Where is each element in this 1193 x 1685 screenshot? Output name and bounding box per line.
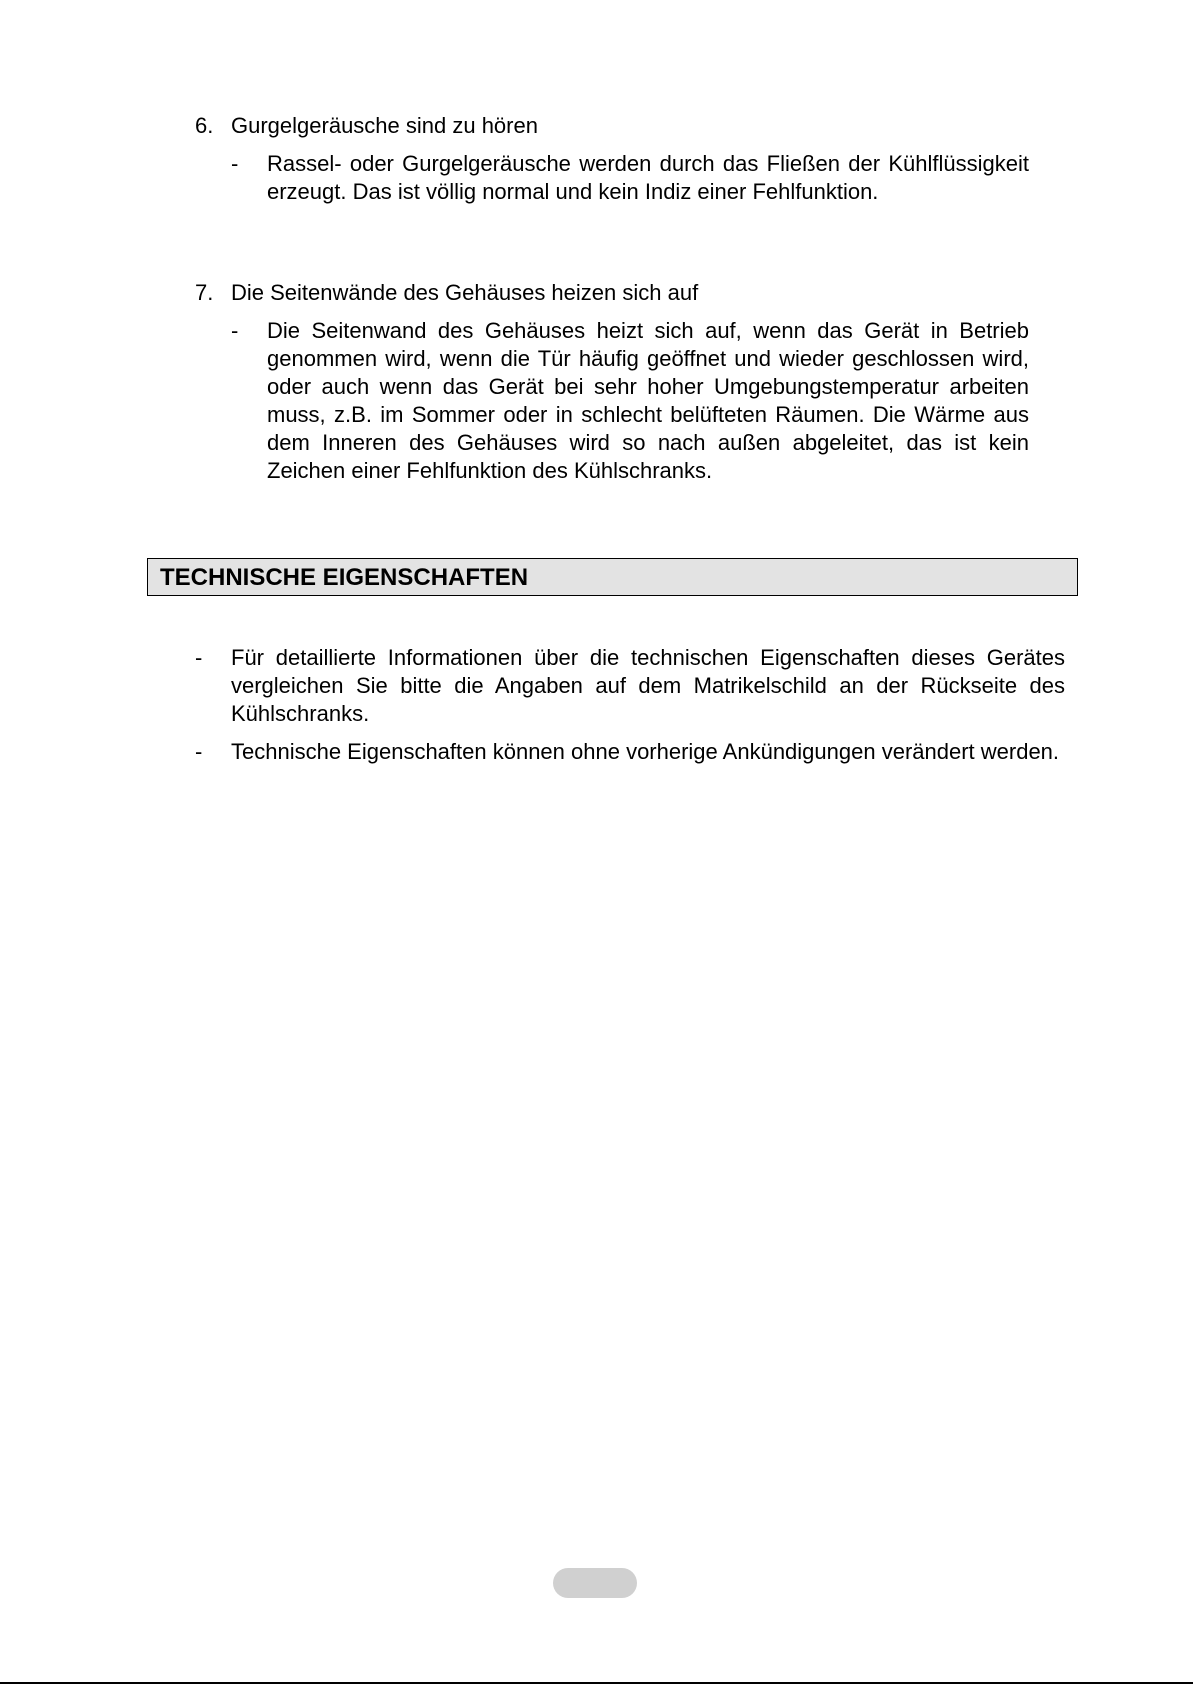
bullet-dash: -	[231, 151, 239, 176]
bullet-dash: -	[195, 645, 203, 670]
technical-bullet	[195, 644, 1065, 728]
bullet-dash: -	[195, 739, 203, 764]
bottom-rule	[0, 1682, 1193, 1684]
technical-properties-list	[195, 644, 1065, 776]
item-heading	[195, 279, 1065, 307]
troubleshooting-item-7	[195, 279, 1065, 485]
section-title: TECHNISCHE EIGENSCHAFTEN	[160, 564, 529, 591]
item-number: 7.	[195, 280, 214, 305]
item-number: 6.	[195, 113, 214, 138]
bullet-dash: -	[231, 318, 239, 343]
section-header	[147, 558, 1078, 596]
bullet-text: Technische Eigenschaften können ohne vorherige Ankündigungen verändert werden.	[231, 739, 1060, 764]
page-number-badge	[553, 1568, 637, 1598]
item-bullet	[231, 317, 1029, 485]
item-heading	[195, 112, 1065, 140]
bullet-text: Für detaillierte Informationen über die technischen Eigenschaften dieses Gerätes vergleichen Sie bitte die Angaben auf dem Matrikelschild an der Rückseite des Kühlschranks.	[231, 645, 1065, 726]
item-title: Gurgelgeräusche sind zu hören	[231, 113, 538, 138]
troubleshooting-item-6	[195, 112, 1065, 206]
bullet-text: Rassel- oder Gurgelgeräusche werden durch das Fließen der Kühlflüssigkeit erzeugt. Das ist völlig normal und kein Indiz einer Fehlfunktion.	[267, 151, 1029, 204]
bullet-text: Die Seitenwand des Gehäuses heizt sich auf, wenn das Gerät in Betrieb genommen wird, wenn die Tür häufig geöffnet und wieder geschlossen wird, oder auch wenn das Gerät bei sehr hoher Umgebungstemperatur arbeiten muss, z.B. im Sommer oder in schlecht belüfteten Räumen. Die Wärme aus dem Inneren des Gehäuses wird so nach außen abgeleitet, das ist kein Zeichen einer Fehlfunktion des Kühlschranks.	[267, 318, 1029, 483]
item-title: Die Seitenwände des Gehäuses heizen sich auf	[231, 280, 699, 305]
item-bullet	[231, 150, 1029, 206]
technical-bullet	[195, 738, 1065, 766]
